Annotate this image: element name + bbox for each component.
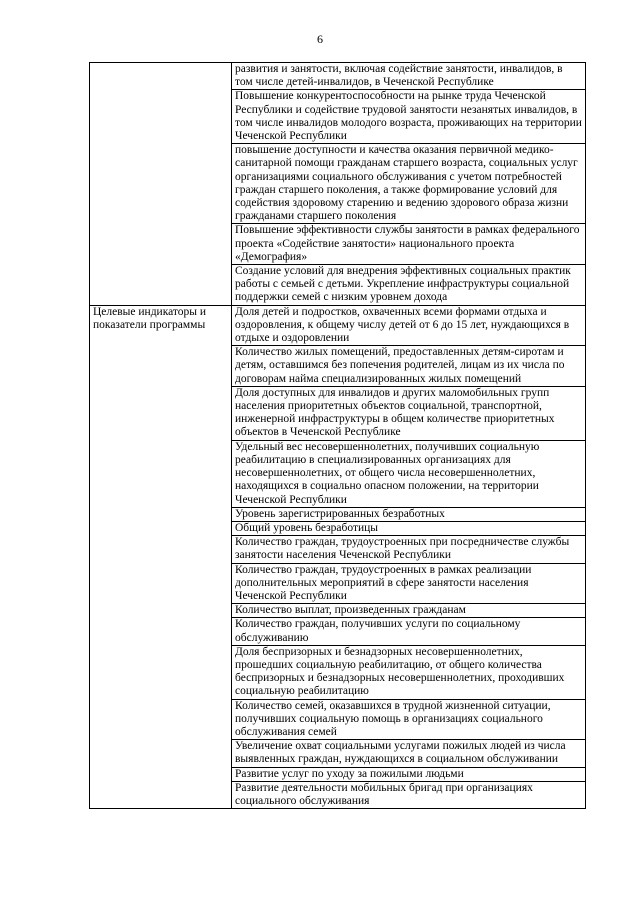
cell-text: Развитие деятельности мобильных бригад при организациях социального обслуживания xyxy=(235,781,533,807)
table-cell xyxy=(232,767,586,781)
table-cell xyxy=(232,618,586,645)
cell-text: Количество граждан, трудоустроенных в рамках реализации дополнительных мероприятий в сфере занятости населения Чеченской Республики xyxy=(235,563,532,602)
table-cell xyxy=(232,507,586,521)
cell-text: Доля детей и подростков, охваченных всеми формами отдыха и оздоровления, к общему числу детей от 6 до 15 лет, нуждающихся в отдыхе и оздоровлении xyxy=(235,305,570,345)
cell-text: развития и занятости, включая содействие занятости, инвалидов, в том числе детей-инвалидов, в Чеченской Республике xyxy=(235,63,563,89)
cell-text: Общий уровень безработицы xyxy=(235,521,379,534)
left-cell-empty xyxy=(90,63,232,306)
table-cell xyxy=(232,265,586,306)
table-cell xyxy=(232,346,586,387)
cell-text: Количество выплат, произведенных гражданам xyxy=(235,604,466,617)
table-cell xyxy=(232,536,586,563)
cell-text: Повышение конкурентоспособности на рынке труда Чеченской Республики и содействие трудовой занятости незанятых инвалидов, в том числе инвалидов молодого возраста, проживающих на территории Чеченской Республики xyxy=(235,90,582,143)
cell-text: Количество граждан, трудоустроенных при посредничестве службы занятости населения Чеченской Республики xyxy=(235,536,570,562)
cell-text: Уровень зарегистрированных безработных xyxy=(235,507,445,520)
table-cell xyxy=(232,699,586,740)
left-cell-indicators xyxy=(90,305,232,809)
cell-text: Развитие услуг по уходу за пожилыми людьми xyxy=(235,767,464,780)
cell-text: Количество граждан, получивших услуги по социальному обслуживанию xyxy=(235,618,521,644)
table-row xyxy=(90,63,586,90)
program-passport-table xyxy=(89,62,586,809)
table-cell xyxy=(232,224,586,265)
cell-text: Создание условий для внедрения эффективных социальных практик работы с семьей с детьми. Укрепление инфраструктуры социальной поддержки семей с низким уровнем дохода xyxy=(235,265,571,304)
cell-text: Повышение эффективности службы занятости в рамках федерального проекта «Содействие занятости» национального проекта «Демография» xyxy=(235,224,580,263)
table-cell xyxy=(232,604,586,618)
table-cell xyxy=(232,440,586,507)
cell-text: Увеличение охват социальными услугами пожилых людей из числа выявленных граждан, нуждающихся в социальном обслуживании xyxy=(235,740,566,766)
table-cell xyxy=(232,645,586,699)
cell-text: повышение доступности и качества оказания первичной медико-санитарной помощи гражданам старшего возраста, социальных услуг организациями социального обслуживания с учетом потребностей граждан старшего поколения, а также формирование условий для содействия здоровому старению и ведению здорового образа жизни гражданами старшего поколения xyxy=(235,144,578,223)
table-cell xyxy=(232,90,586,144)
cell-text: Удельный вес несовершеннолетних, получивших социальную реабилитацию в специализированных организациях для несовершеннолетних, от общего числа несовершеннолетних, находящихся в социально опасном положении, на территории Чеченской Республики xyxy=(235,440,540,506)
table-cell xyxy=(232,740,586,767)
table-cell xyxy=(232,386,586,440)
table-cell xyxy=(232,144,586,224)
cell-text: Доля доступных для инвалидов и других маломобильных групп населения приоритетных объектов социальной, транспортной, инженерной инфраструктуры в общем количестве приоритетных объектов в Чеченской Республике xyxy=(235,386,555,439)
cell-text: Доля беспризорных и безнадзорных несовершеннолетних, прошедших социальную реабилитацию, от общего количества беспризорных и безнадзорных несовершеннолетних, проходивших социальную реабилитацию xyxy=(235,645,565,698)
cell-text: Количество семей, оказавшихся в трудной жизненной ситуации, получивших социальную помощь в организациях социального обслуживания семей xyxy=(235,699,551,738)
table-cell xyxy=(232,563,586,604)
table-row xyxy=(90,305,586,346)
table-cell xyxy=(232,305,586,346)
cell-text: Количество жилых помещений, предоставленных детям-сиротам и детям, оставшимся без попечения родителей, лицам из их числа по договорам найма специализированных жилых помещений xyxy=(235,346,565,385)
table-cell xyxy=(232,521,586,535)
page-number: 6 xyxy=(317,32,323,46)
section-label: Целевые индикаторы и показатели программы xyxy=(93,305,207,331)
table-cell xyxy=(232,63,586,90)
table-cell xyxy=(232,781,586,808)
